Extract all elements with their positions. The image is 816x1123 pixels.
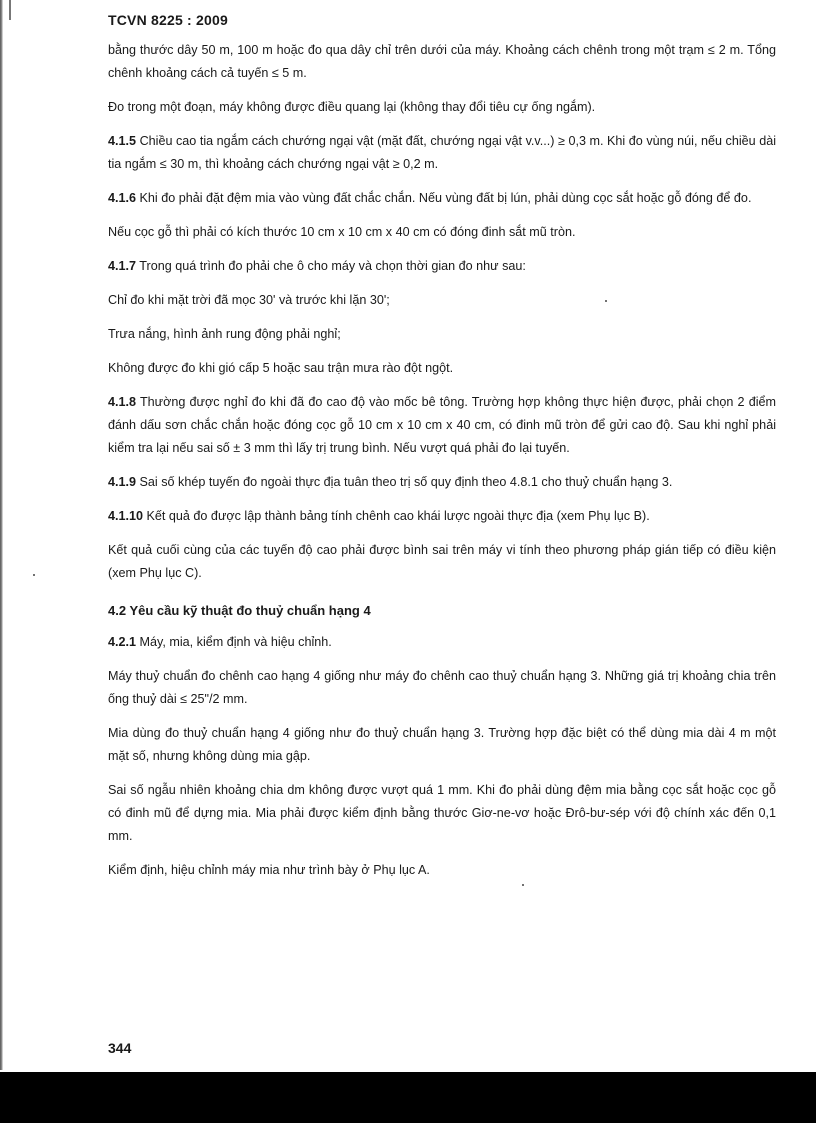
paragraph bbox=[108, 722, 776, 768]
paragraph-text: Khi đo phải đặt đệm mia vào vùng đất chắc chắn. Nếu vùng đất bị lún, phải dùng cọc sắt hoặc gỗ đóng để đo. bbox=[139, 191, 752, 205]
scan-speck bbox=[605, 300, 607, 302]
paragraph bbox=[108, 471, 776, 494]
clause-number: 4.1.5 bbox=[108, 134, 137, 148]
scan-speck bbox=[522, 884, 524, 886]
paragraph-text: bằng thước dây 50 m, 100 m hoặc đo qua dây chỉ trên dưới của máy. Khoảng cách chênh trong một trạm ≤ 2 m. Tổng chênh khoảng cách cả tuyến ≤ 5 m. bbox=[108, 43, 776, 80]
paragraph bbox=[108, 539, 776, 585]
paragraph bbox=[108, 505, 776, 528]
clause-number: 4.1.7 bbox=[108, 259, 137, 273]
paragraph bbox=[108, 130, 776, 176]
paragraph-text: Chiều cao tia ngắm cách chướng ngại vật (mặt đất, chướng ngại vật v.v...) ≥ 0,3 m. Khi đo vùng núi, nếu chiều dài tia ngắm ≤ 30 m, thì khoảng cách chướng ngại vật ≥ 0,2 m. bbox=[108, 134, 777, 171]
scan-edge-left bbox=[0, 0, 3, 1070]
paragraph bbox=[108, 96, 776, 119]
paragraph bbox=[108, 391, 776, 460]
paragraph bbox=[108, 357, 776, 380]
paragraph-text: Chỉ đo khi mặt trời đã mọc 30' và trước khi lặn 30'; bbox=[108, 293, 390, 307]
paragraph-group-4-2 bbox=[108, 631, 776, 882]
paragraph-text: Máy thuỷ chuẩn đo chênh cao hạng 4 giống như máy đo chênh cao thuỷ chuẩn hạng 3. Những giá trị khoảng chia trên ống thuỷ dài ≤ 25"/2 mm. bbox=[108, 669, 776, 706]
clause-number: 4.1.10 bbox=[108, 509, 144, 523]
paragraph-text: Thường được nghỉ đo khi đã đo cao độ vào mốc bê tông. Trường hợp không thực hiện được, phải chọn 2 điểm đánh dấu sơn chắc chắn hoặc đóng cọc gỗ 10 cm x 10 cm x 40 cm, có đinh mũ tròn để gửi cao độ. Sau khi nghỉ phải kiểm tra lại nếu sai số ± 3 mm thì lấy trị trung bình. Nếu vượt quá phải đo lại tuyến. bbox=[108, 395, 776, 455]
paragraph-text: Sai số khép tuyến đo ngoài thực địa tuân theo trị số quy định theo 4.8.1 cho thuỷ chuẩn hạng 3. bbox=[139, 475, 673, 489]
paragraph-text: Đo trong một đoạn, máy không được điều quang lại (không thay đổi tiêu cự ống ngắm). bbox=[108, 100, 596, 114]
paragraph bbox=[108, 39, 776, 85]
clause-number: 4.2.1 bbox=[108, 635, 137, 649]
document-body bbox=[108, 39, 776, 893]
clause-number: 4.1.9 bbox=[108, 475, 137, 489]
scan-edge-mark bbox=[9, 0, 11, 20]
clause-number: 4.1.6 bbox=[108, 191, 137, 205]
page-number: 344 bbox=[108, 1040, 132, 1056]
scan-bottom-band bbox=[0, 1072, 816, 1123]
clause-number: 4.1.8 bbox=[108, 395, 137, 409]
paragraph bbox=[108, 323, 776, 346]
running-header: TCVN 8225 : 2009 bbox=[108, 12, 228, 28]
paragraph-text: Kết quả đo được lập thành bảng tính chênh cao khái lược ngoài thực địa (xem Phụ lục B). bbox=[146, 509, 650, 523]
paragraph bbox=[108, 859, 776, 882]
paragraph-text: Kiểm định, hiệu chỉnh máy mia như trình bày ở Phụ lục A. bbox=[108, 863, 430, 877]
paragraph bbox=[108, 665, 776, 711]
paragraph-group-4-1 bbox=[108, 39, 776, 585]
paragraph bbox=[108, 255, 776, 278]
paragraph bbox=[108, 289, 776, 312]
paragraph bbox=[108, 779, 776, 848]
paragraph-text: Kết quả cuối cùng của các tuyến độ cao phải được bình sai trên máy vi tính theo phương pháp gián tiếp có điều kiện (xem Phụ lục C). bbox=[108, 543, 776, 580]
section-heading: 4.2 Yêu cầu kỹ thuật đo thuỷ chuẩn hạng 4 bbox=[108, 603, 371, 618]
paragraph-text: Trong quá trình đo phải che ô cho máy và chọn thời gian đo như sau: bbox=[139, 259, 526, 273]
paragraph-text: Không được đo khi gió cấp 5 hoặc sau trận mưa rào đột ngột. bbox=[108, 361, 454, 375]
paragraph-text: Sai số ngẫu nhiên khoảng chia dm không được vượt quá 1 mm. Khi đo phải dùng đệm mia bằng cọc sắt hoặc cọc gỗ có đinh mũ để dựng mia. Mia phải được kiểm định bằng thước Giơ-ne-vơ hoặc Đrô-bư-sép với độ chính xác đến 0,1 mm. bbox=[108, 783, 776, 843]
paragraph-text: Nếu cọc gỗ thì phải có kích thước 10 cm x 10 cm x 40 cm có đóng đinh sắt mũ tròn. bbox=[108, 225, 576, 239]
paragraph bbox=[108, 221, 776, 244]
paragraph bbox=[108, 631, 776, 654]
scan-speck bbox=[33, 574, 35, 576]
paragraph-text: Máy, mia, kiểm định và hiệu chỉnh. bbox=[139, 635, 332, 649]
paragraph bbox=[108, 187, 776, 210]
paragraph-text: Mia dùng đo thuỷ chuẩn hạng 4 giống như đo thuỷ chuẩn hạng 3. Trường hợp đặc biệt có thể dùng mia dài 4 m một mặt số, nhưng không dùng mia gập. bbox=[108, 726, 776, 763]
paragraph-text: Trưa nắng, hình ảnh rung động phải nghỉ; bbox=[108, 327, 341, 341]
